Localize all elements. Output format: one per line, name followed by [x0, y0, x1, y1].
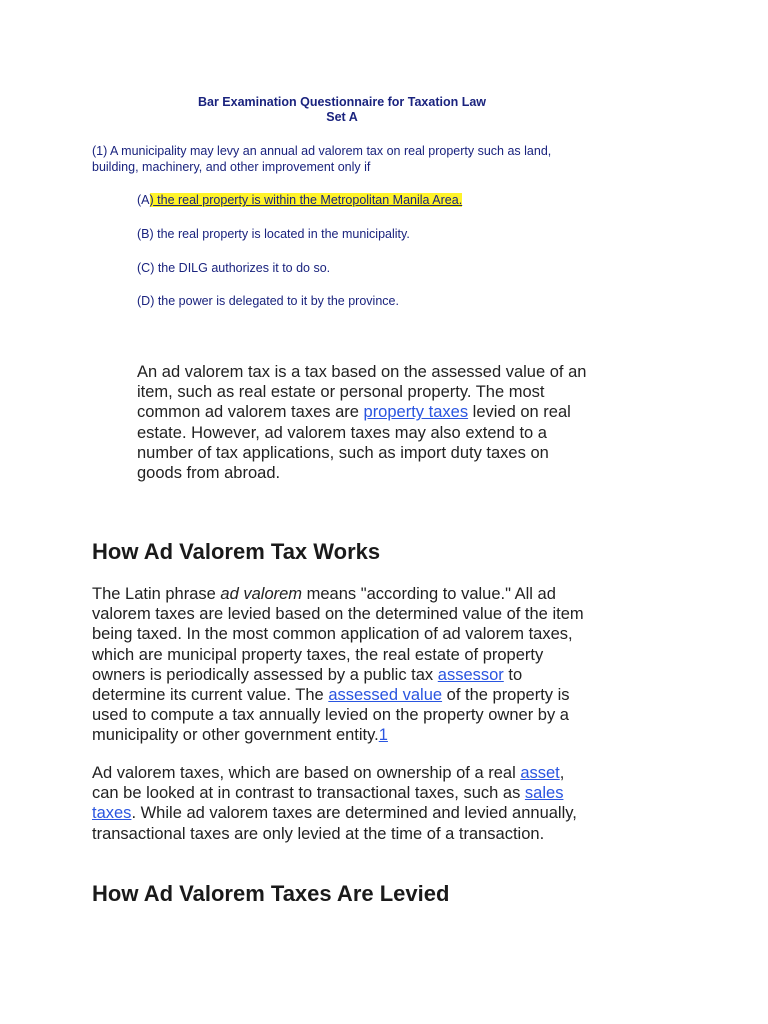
- choice-c: (C) the DILG authorizes it to do so.: [137, 261, 331, 275]
- link-assessed-value[interactable]: assessed value: [328, 686, 443, 705]
- choice-a-letter: (A: [137, 193, 150, 207]
- link-sales-taxes[interactable]: sales taxes: [92, 784, 564, 823]
- question-stem-line2: building, machinery, and other improvement only if: [92, 159, 371, 174]
- paragraph-latin-phrase: The Latin phrase ad valorem means "according to value." All ad valorem taxes are levied based on the determined value of the item being taxed. In the most common application of ad valorem taxes, which are municipal property taxes, the real estate of property owners is periodically assessed by a public tax assessor to determine its current value. The assessed value of the property is used to compute a tax annually levied on the property owner by a municipality or other government entity.1: [92, 585, 584, 745]
- section-heading-how-levied: How Ad Valorem Taxes Are Levied: [92, 881, 450, 906]
- choice-b: (B) the real property is located in the municipality.: [137, 227, 410, 241]
- document-subtitle: Set A: [326, 110, 358, 124]
- choice-d: (D) the power is delegated to it by the province.: [137, 294, 399, 308]
- document-title: Bar Examination Questionnaire for Taxation Law: [197, 95, 487, 109]
- intro-paragraph: An ad valorem tax is a tax based on the assessed value of an item, such as real estate or personal property. The most common ad valorem taxes are property taxes levied on real estate. However, ad valorem taxes may also extend to a number of tax applications, such as import duty taxes on goods from abroad.: [137, 363, 587, 483]
- question-stem-line1: (1) A municipality may levy an annual ad valorem tax on real property such as land,: [92, 144, 552, 158]
- link-asset[interactable]: asset: [520, 764, 560, 782]
- question-stem: [92, 144, 592, 175]
- section-heading-how-it-works: How Ad Valorem Tax Works: [92, 539, 381, 564]
- link-assessor[interactable]: assessor: [437, 665, 504, 684]
- link-property-taxes[interactable]: property taxes: [363, 403, 469, 422]
- choice-a: [137, 193, 462, 208]
- paragraph-contrast: Ad valorem taxes, which are based on ownership of a real asset, can be looked at in contrast to transactional taxes, such as sales taxes. While ad valorem taxes are determined and levied annually, transactional taxes are only levied at the time of a transaction.: [92, 764, 577, 843]
- choice-a-highlighted-text: ) the real property is within the Metropolitan Manila Area.: [149, 193, 463, 207]
- footnote-ref-1[interactable]: 1: [378, 726, 388, 745]
